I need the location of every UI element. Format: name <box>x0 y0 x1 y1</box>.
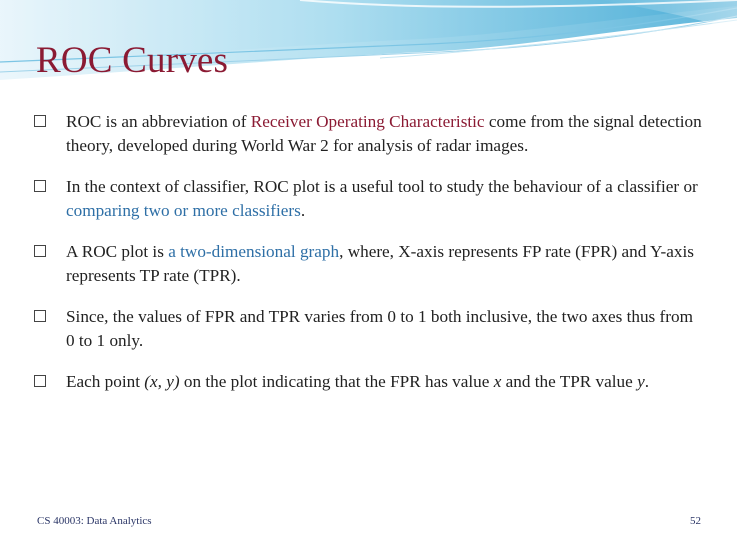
footer-course-label: CS 40003: Data Analytics <box>37 515 152 527</box>
highlight-term: a two-dimensional graph <box>168 242 340 261</box>
bullet-box-icon <box>34 375 46 387</box>
bullet-box-icon <box>34 245 46 257</box>
bullet-item: Each point (x, y) on the plot indicating that the FPR has value x and the TPR value y. <box>34 370 704 394</box>
bullet-item: ROC is an abbreviation of Receiver Operating Characteristic come from the signal detection theory, developed during World War 2 for analysis of radar images. <box>34 110 704 158</box>
slide-title: ROC Curves <box>36 40 229 81</box>
highlight-term: Receiver Operating Characteristic <box>250 112 485 131</box>
bullet-list <box>34 110 704 411</box>
bullet-box-icon <box>34 310 46 322</box>
bullet-box-icon <box>34 115 46 127</box>
bullet-item: In the context of classifier, ROC plot is a useful tool to study the behaviour of a classifier or comparing two or more classifiers. <box>34 175 704 223</box>
page-number: 52 <box>690 515 701 527</box>
bullet-item: Since, the values of FPR and TPR varies from 0 to 1 both inclusive, the two axes thus from 0 to 1 only. <box>34 305 704 353</box>
highlight-term: comparing two or more classifiers <box>66 201 301 220</box>
bullet-box-icon <box>34 180 46 192</box>
bullet-item: A ROC plot is a two-dimensional graph, where, X-axis represents FP rate (FPR) and Y-axis represents TP rate (TPR). <box>34 240 704 288</box>
